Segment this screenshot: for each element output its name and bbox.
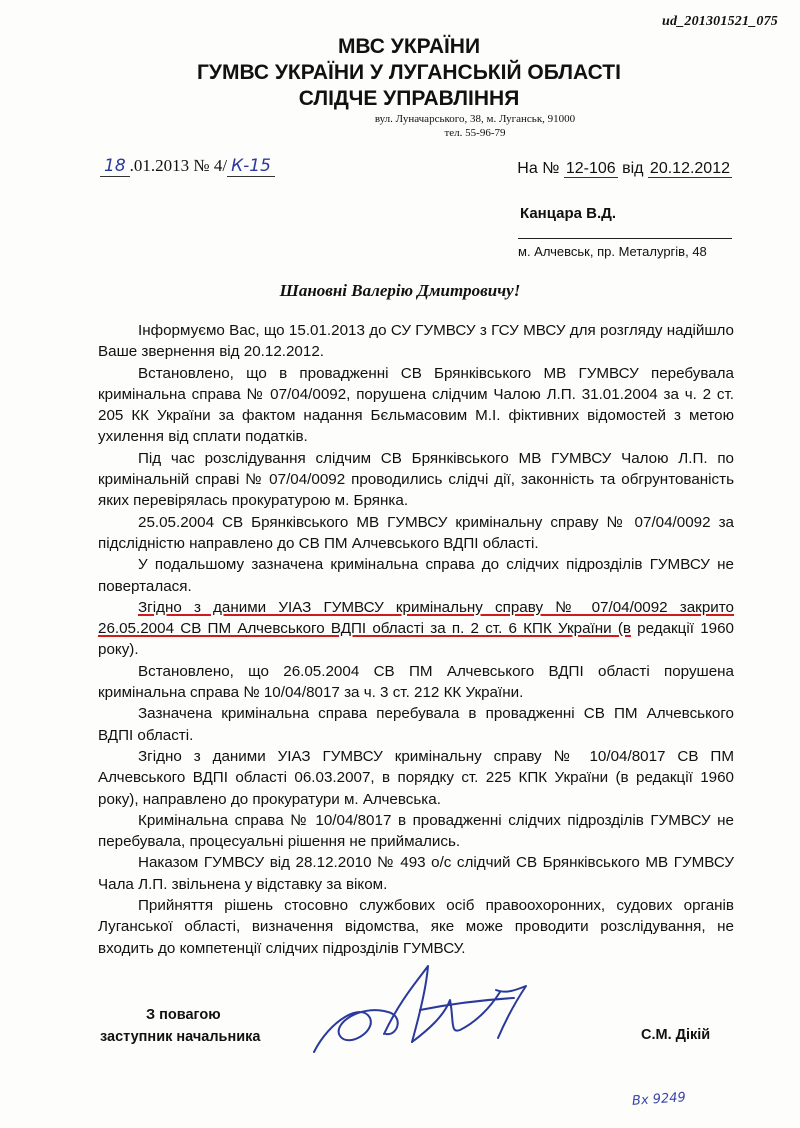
paragraph-10: Кримінальна справа № 10/04/8017 в провадженні слідчих підрозділів ГУМВСУ не перебувала, процесуальні рішення не приймались. (98, 811, 734, 851)
reply-mid: від (617, 160, 648, 177)
org-line-unit: СЛІДЧЕ УПРАВЛІННЯ (298, 87, 520, 110)
recipient-divider (518, 238, 732, 239)
paragraph-5: У подальшому зазначена кримінальна справа до слідчих підрозділів ГУМВСУ не поверталася. (98, 556, 734, 595)
paragraph-2: Встановлено, що в провадженні СВ Брянківського МВ ГУМВСУ перебувала кримінальна справа № 07/04/0092, порушена слідчим Чалою Л.П. 31.01.2004 за ч. 2 ст. 205 КК України за фактом надання Бєльмасовим М.І. фіктивних відомостей з метою ухилення від сплати податків. (98, 364, 734, 446)
closing-regards: З повагою (146, 1007, 221, 1023)
paragraph-8: Зазначена кримінальна справа перебувала в провадженні СВ ПМ Алчевського ВДПІ області. (98, 705, 734, 744)
reply-date: 20.12.2012 (649, 160, 730, 177)
paragraph-6 (98, 597, 734, 661)
signer-name: С.М. Дікій (641, 1027, 711, 1043)
recipient-name: Канцара В.Д. (520, 205, 617, 222)
reply-number: 12-106 (565, 160, 616, 177)
paragraph-11: Наказом ГУМВСУ від 28.12.2010 № 493 о/с слідчий СВ Брянківського МВ ГУМВСУ Чала Л.П. звільнена у відставку за віком. (98, 854, 734, 893)
org-line-department: ГУМВС УКРАЇНИ У ЛУГАНСЬКІЙ ОБЛАСТІ (197, 61, 621, 84)
paragraph-6-rest: редакції 1960 року). (98, 620, 734, 659)
handwritten-signature (300, 960, 560, 1070)
document-id: ud_201301521_075 (662, 14, 778, 29)
salutation: Шановні Валерію Дмитровичу! (279, 281, 521, 300)
org-phone: тел. 55-96-79 (444, 127, 506, 139)
reference-date-number: .01.2013 № 4/ (129, 156, 228, 175)
paragraph-7: Встановлено, що 26.05.2004 СВ ПМ Алчевського ВДПІ області порушена кримінальна справа № 10/04/8017 за ч. 3 ст. 212 КК України. (98, 662, 734, 702)
handwritten-number: К-15 (227, 156, 275, 177)
highlighted-closure-text: Згідно з даними УІАЗ ГУМВСУ кримінальну справу № 07/04/0092 закрито 26.05.2004 СВ ПМ Алчевського ВДПІ області за п. 2 ст. 6 КПК України (в (98, 598, 734, 638)
letter-body (98, 320, 734, 959)
org-line-ministry: МВС УКРАЇНИ (337, 35, 481, 58)
paragraph-12: Прийняття рішень стосовно службових осіб правоохоронних, судових органів Луганської області, визначення відомства, яке може проводити розслідування, не входить до компетенції слідчих підрозділів ГУМВСУ. (98, 897, 734, 957)
paragraph-9: Згідно з даними УІАЗ ГУМВСУ кримінальну справу № 10/04/8017 СВ ПМ Алчевського ВДПІ області 06.03.2007, в порядку ст. 225 КПК України (в редакції 1960 року), направлено до прокуратури м. Алчевська. (98, 747, 734, 808)
incoming-registration-note: Вх 9249 (631, 1090, 687, 1109)
closing-position: заступник начальника (100, 1029, 261, 1045)
letterhead (0, 34, 800, 140)
handwritten-day: 18 (100, 156, 130, 177)
paragraph-3: Під час розслідування слідчим СВ Брянківського МВ ГУМВСУ Чалою Л.П. по кримінальній справі № 07/04/0092 проводились слідчі дії, законність та обгрунтованість яких перевірялась прокуратурою м. Брянка. (98, 449, 734, 510)
org-address: вул. Луначарського, 38, м. Луганськ, 91000 (374, 113, 576, 125)
closing-block (100, 1004, 260, 1048)
outgoing-reference (100, 156, 275, 177)
reply-prefix: На № (517, 160, 564, 177)
paragraph-4: 25.05.2004 СВ Брянківського МВ ГУМВСУ кримінальну справу № 07/04/0092 за підслідністю направлено до СВ ПМ Алчевського ВДПІ області. (98, 513, 734, 552)
incoming-reference (517, 160, 732, 178)
paragraph-1: Інформуємо Вас, що 15.01.2013 до СУ ГУМВСУ з ГСУ МВСУ для розгляду надійшло Ваше звернення від 20.12.2012. (98, 322, 734, 361)
recipient-address: м. Алчевськ, пр. Металургів, 48 (518, 244, 707, 259)
